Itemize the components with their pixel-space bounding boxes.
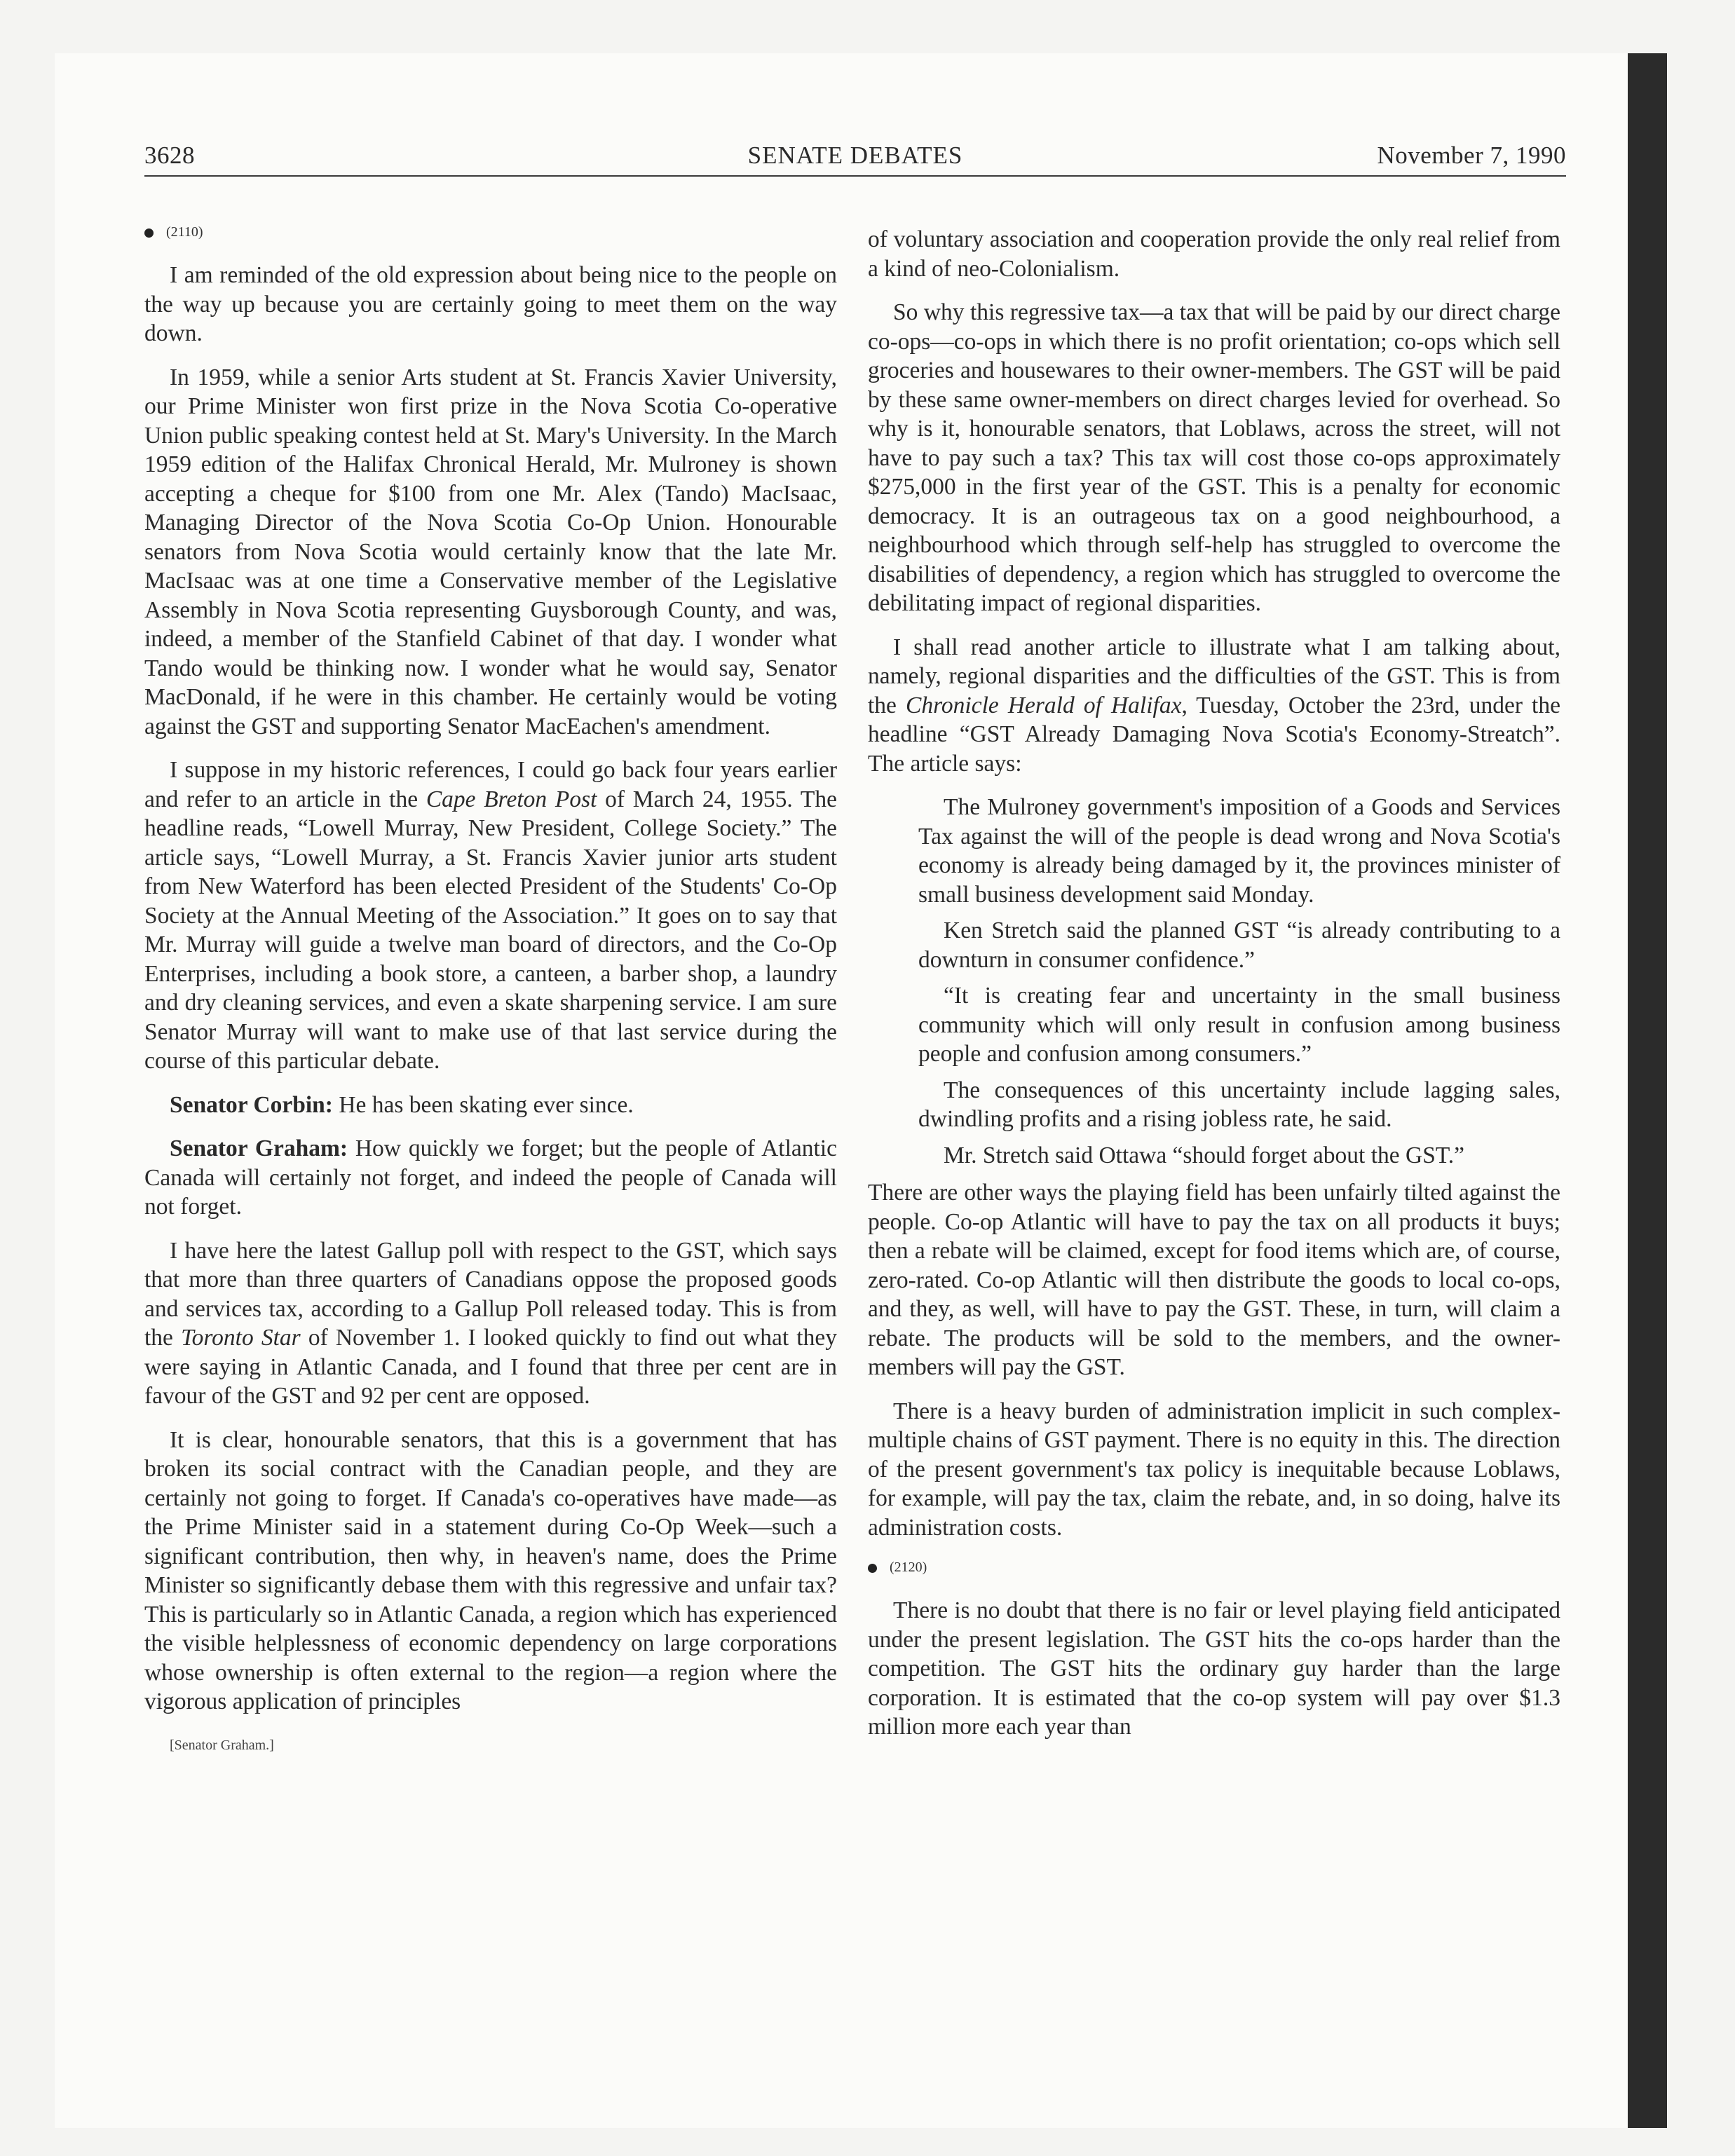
header-rule bbox=[144, 175, 1566, 177]
time-marker bbox=[144, 221, 837, 243]
quoted-paragraph: The Mulroney government's imposition of a Goods and Services Tax against the will of the people is dead wrong and Nova Scotia's economy is already being damaged by it, the provinces minister of small business development said Monday. bbox=[918, 794, 1560, 908]
publication-name: Cape Breton Post bbox=[426, 786, 597, 812]
paragraph: In 1959, while a senior Arts student at St. Francis Xavier University, our Prime Minister won first prize in the Nova Scotia Co-operative Union public speaking contest held at St. Mary's University. In the March 1959 edition of the Halifax Chronical Herald, Mr. Mulroney is shown accepting a cheque for $100 from one Mr. Alex (Tando) MacIsaac, Managing Director of the Nova Scotia Co-Op Union. Honourable senators from Nova Scotia would certainly know that the late Mr. MacIsaac was at one time a Conservative member of the Legislative Assembly in Nova Scotia representing Guysborough County, and was, indeed, a member of the Stanfield Cabinet of that day. I wonder what Tando would be thinking now. I wonder what he would say, Senator MacDonald, if he were in this chamber. He certainly would be voting against the GST and supporting Senator MacEachen's amendment. bbox=[144, 364, 837, 739]
quoted-paragraph: “It is creating fear and uncertainty in the small business community which will only result in confusion among business people and confusion among consumers.” bbox=[918, 983, 1560, 1067]
paragraph: There is a heavy burden of administration implicit in such complex-multiple chains of GST payment. There is no equity in this. The direction of the present government's tax policy is inequitable because Loblaws, for example, will pay the tax, claim the rebate, and, in so doing, halve its administration costs. bbox=[868, 1398, 1560, 1541]
paragraph bbox=[144, 756, 837, 1076]
quoted-paragraph: Mr. Stretch said Ottawa “should forget about the GST.” bbox=[944, 1142, 1465, 1168]
paragraph bbox=[144, 1236, 837, 1411]
paragraph: So why this regressive tax—a tax that will be paid by our direct charge co-ops—co-ops in which there is no profit orientation; co-ops which sell groceries and housewares to their owner-members. The GST will be paid by these same owner-members on direct charges levied for overhead. So why is it, honourable senators, that Loblaws, across the street, will not have to pay such a tax? This tax will cost those co-ops approximately $275,000 in the first year of the GST. This is a penalty for economic democracy. It is an outrageous tax on a good neighbourhood, a neighbourhood which through self-help has struggled to overcome the disabilities of dependency, a region which has struggled to overcome the debilitating impact of regional disparities. bbox=[868, 299, 1560, 616]
publication-name: Chronicle Herald of Halifax bbox=[906, 692, 1182, 718]
bullet-icon bbox=[144, 228, 154, 238]
paragraph: I am reminded of the old expression about being nice to the people on the way up because you are certainly going to meet them on the way down. bbox=[144, 262, 837, 346]
paragraph-text: I shall read another article to illustrate what I am talking about, namely, regional disparities and the difficulties of the GST. This is from the bbox=[868, 634, 1560, 718]
paragraph bbox=[868, 633, 1560, 779]
quoted-paragraph: The consequences of this uncertainty include lagging sales, dwindling profits and a rising jobless rate, he said. bbox=[918, 1077, 1560, 1132]
right-column bbox=[868, 225, 1560, 1756]
bullet-icon bbox=[868, 1564, 877, 1573]
time-marker-text: (2120) bbox=[890, 1560, 927, 1575]
left-column bbox=[144, 221, 837, 1760]
speech bbox=[144, 1134, 837, 1222]
paragraph: There are other ways the playing field has been unfairly tilted against the people. Co-op Atlantic will have to pay the tax on all products it buys; then a rebate will be claimed, except for food items which are, of course, zero-rated. Co-op Atlantic will then distribute the goods to local co-ops, and they, as well, will have to pay the GST. These, in turn, will claim a rebate. The products will be sold to the members, and the owner-members will pay the GST. bbox=[868, 1180, 1560, 1380]
time-marker-text: (2110) bbox=[166, 224, 203, 240]
paragraph-text: of March 24, 1955. The headline reads, “Lowell Murray, New President, College Society.” The article says, “Lowell Murray, a St. Francis Xavier junior arts student from New Waterford has been elected President of the Students' Co-Op Society at the Annual Meeting of the Association.” It goes on to say that Mr. Murray will guide a twelve man board of directors, and the Co-Op Enterprises, including a book store, a canteen, a barber shop, a laundry and dry cleaning services, and even a skate sharpening service. I am sure Senator Murray will want to make use of that last service during the course of this particular debate. bbox=[144, 786, 837, 1074]
page-date: November 7, 1990 bbox=[1377, 142, 1566, 169]
paragraph: It is clear, honourable senators, that this is a government that has broken its social contract with the Canadian people, and they are certainly not going to forget. If Canada's co-operatives have made—as the Prime Minister said in a statement during Co-Op Week—such a significant contribution, then why, in heaven's name, does the Prime Minister so significantly debase them with this regressive and unfair tax? This is particularly so in Atlantic Canada, a region which has experienced the visible helplessness of economic dependency on large corporations whose ownership is often external to the region—a region where the vigorous application of principles bbox=[144, 1426, 837, 1714]
speech bbox=[144, 1091, 837, 1120]
scan-edge bbox=[1628, 53, 1667, 2128]
publication-title: SENATE DEBATES bbox=[747, 142, 963, 169]
paragraph-text: , Tuesday, October the 23rd, under the headline “GST Already Damaging Nova Scotia's Economy-Streatch”. The article says: bbox=[868, 692, 1560, 777]
quoted-paragraph: Ken Stretch said the planned GST “is already contributing to a downturn in consumer confidence.” bbox=[918, 917, 1560, 973]
time-marker bbox=[868, 1557, 1560, 1578]
paragraph: There is no doubt that there is no fair or level playing field anticipated under the present legislation. The GST hits the co-ops harder than the competition. The GST hits the ordinary guy harder than the large corporation. It is estimated that the co-op system will pay over $1.3 million more each year than bbox=[868, 1597, 1560, 1740]
paragraph-text: I suppose in my historic references, I could go back four years earlier and refer to an article in the bbox=[144, 757, 837, 812]
paragraph-text: of November 1. I looked quickly to find out what they were saying in Atlantic Canada, and I found that three per cent are in favour of the GST and 92 per cent are opposed. bbox=[144, 1325, 837, 1409]
speaker-name: Senator Graham: bbox=[170, 1135, 348, 1161]
speaker-signature: [Senator Graham.] bbox=[170, 1737, 274, 1753]
page-number: 3628 bbox=[144, 142, 195, 169]
paragraph-text: I have here the latest Gallup poll with respect to the GST, which says that more than three quarters of Canadians oppose the proposed goods and services tax, according to a Gallup Poll released today. This is from the bbox=[144, 1237, 837, 1351]
paragraph: of voluntary association and cooperation provide the only real relief from a kind of neo-Colonialism. bbox=[868, 226, 1560, 282]
page-header bbox=[144, 142, 1566, 177]
speech-text: He has been skating ever since. bbox=[332, 1091, 634, 1118]
speech-text: How quickly we forget; but the people of Atlantic Canada will certainly not forget, and indeed the people of Canada will not forget. bbox=[144, 1135, 837, 1220]
speaker-name: Senator Corbin: bbox=[170, 1091, 333, 1118]
publication-name: Toronto Star bbox=[181, 1325, 301, 1351]
